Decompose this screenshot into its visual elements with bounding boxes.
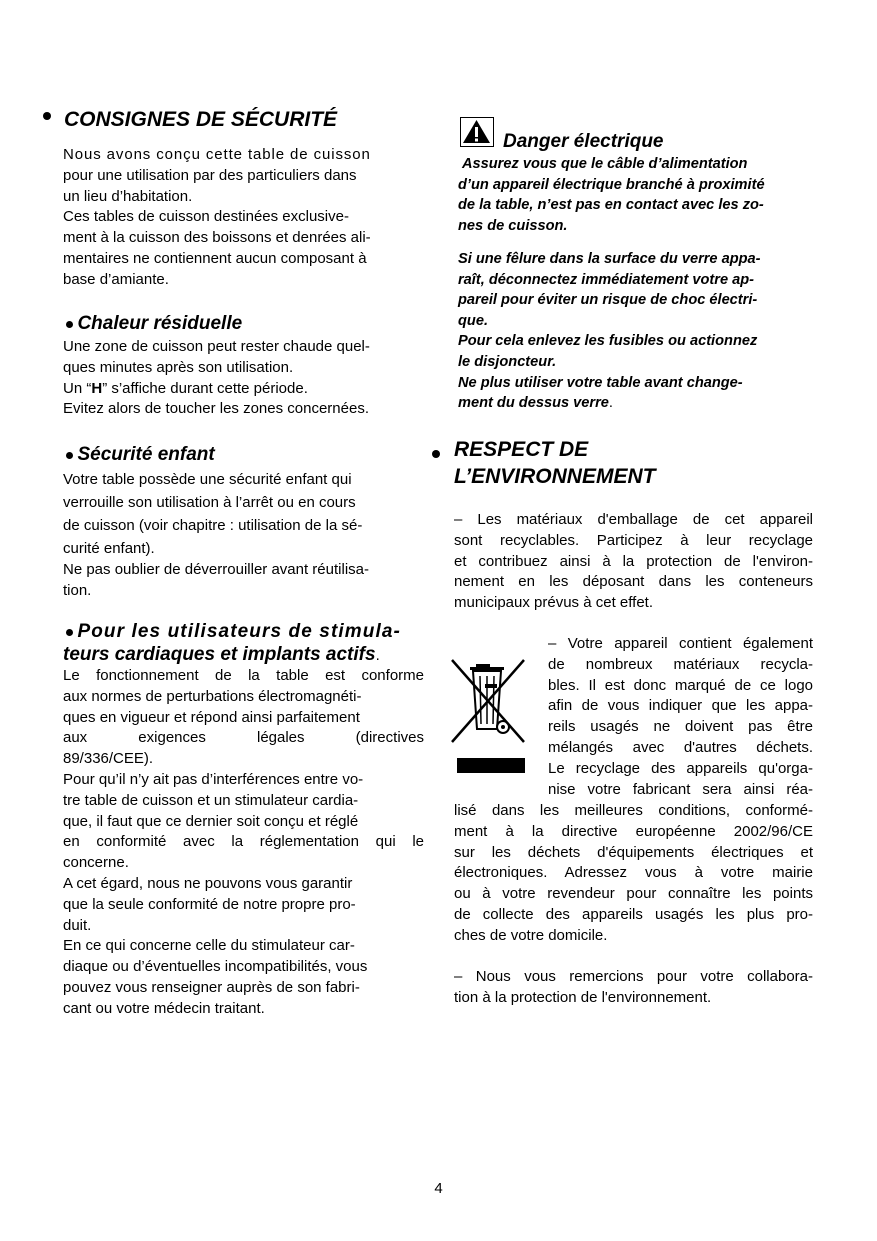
chaleur-title: Chaleur résiduelle — [77, 313, 243, 334]
text-line: pouvez vous renseigner auprès de son fabri- — [63, 978, 360, 996]
text-line: électroniques. Adressez vous à votre mairie — [454, 864, 813, 882]
text-line: Ne plus utiliser votre table avant change- — [458, 374, 743, 391]
text-line: en conformité avec la réglementation qui le — [63, 833, 424, 851]
securite-enfant-paragraph — [63, 468, 424, 602]
text-line: nes de cuisson. — [458, 217, 568, 234]
text-line: diaque ou d’éventuelles incompatibilités, vous — [63, 958, 368, 976]
text-line: lisé dans les meilleures conditions, conformé- — [454, 802, 813, 819]
text-line: tion. — [63, 581, 92, 599]
subsection-heading — [66, 620, 436, 644]
text-line: nement en les déposant dans les conteneurs — [454, 573, 813, 591]
subsection-heading — [66, 312, 242, 336]
text-line: – Les matériaux d'emballage de cet appareil — [454, 511, 813, 528]
securite-enfant-title: Sécurité enfant — [77, 444, 215, 465]
warning-icon — [460, 117, 494, 147]
danger-title: Danger électrique — [503, 131, 664, 152]
environnement-title-line2: L’ENVIRONNEMENT — [454, 465, 656, 488]
text-line: nise votre fabricant sera ainsi réa- — [548, 780, 813, 798]
text-line: reils usagés ne doivent pas être — [548, 718, 813, 736]
text-line: Votre table possède une sécurité enfant qui — [63, 471, 352, 488]
text-line: de nombreux matériaux recycla- — [548, 655, 813, 673]
text-line: tre table de cuisson et un stimulateur cardia- — [63, 791, 359, 809]
danger-warning-paragraph-1 — [458, 154, 818, 236]
text-line: Pour cela enlevez les fusibles ou actionnez — [458, 333, 758, 350]
text-line: ques minutes après son utilisation. — [63, 358, 294, 376]
text-line: Le fonctionnement de la table est conforme — [63, 667, 424, 684]
stimulateurs-title-line1: Pour les utilisateurs de stimula- — [77, 621, 401, 642]
text-line: Si une fêlure dans la surface du verre appa- — [458, 251, 761, 267]
text-line: Pour qu’il n’y ait pas d’interférences entre vo- — [63, 770, 364, 788]
bullet-dot — [66, 629, 73, 636]
text-line: – Nous vous remercions pour votre collabora- — [454, 968, 813, 985]
text-line: aux normes de perturbations électromagnéti- — [63, 687, 362, 705]
text-line: pareil pour éviter un risque de choc électri- — [458, 292, 758, 309]
text-line: ment du dessus verre. — [458, 395, 613, 412]
h-symbol: H — [91, 379, 103, 397]
text-line: duit. — [63, 916, 92, 934]
text-line: sur les déchets d'équipements électriques et — [454, 843, 813, 861]
section-bullet — [43, 107, 51, 125]
consignes-paragraph-1 — [63, 145, 424, 291]
stimulateurs-title-line2: teurs cardiaques et implants actifs — [63, 644, 376, 665]
text-line: bles. Il est donc marqué de ce logo — [548, 676, 813, 694]
text-line: concerne. — [63, 854, 129, 872]
subsection-heading — [66, 443, 215, 467]
text-line: 89/336/CEE). — [63, 750, 154, 768]
text-line: un lieu d’habitation. — [63, 187, 193, 205]
text-line: afin de vous indiquer que les appa- — [548, 697, 813, 715]
text-line: cant ou votre médecin traitant. — [63, 999, 265, 1017]
environnement-paragraph-3 — [454, 967, 813, 1009]
text-line: En ce qui concerne celle du stimulateur car- — [63, 937, 355, 955]
text-line: ches de votre domicile. — [454, 926, 608, 944]
text-line: d’un appareil électrique branché à proximité — [458, 176, 765, 193]
section-bullet — [432, 445, 440, 463]
text-line: de la table, n’est pas en contact avec les zo- — [458, 197, 764, 214]
text-line: ment à la directive européenne 2002/96/CE — [454, 822, 813, 840]
text-line: de cuisson (voir chapitre : utilisation de la sé- — [63, 517, 363, 534]
text-line: base d’amiante. — [63, 270, 169, 288]
danger-heading — [503, 130, 664, 154]
environnement-heading — [454, 436, 655, 490]
environnement-paragraph-2-full — [454, 801, 813, 947]
text-line: tion à la protection de l'environnement. — [454, 988, 712, 1006]
text-line: ou à votre revendeur pour connaître les points — [454, 885, 813, 903]
text-line: municipaux prévus à cet effet. — [454, 594, 653, 612]
text-line: Ces tables de cuisson destinées exclusive- — [63, 208, 349, 226]
text-line: ques en vigueur et répond ainsi parfaitement — [63, 708, 360, 726]
page-number: 4 — [434, 1180, 443, 1197]
crossed-bin-icon — [450, 654, 530, 774]
text-line: A cet égard, nous ne pouvons vous garantir — [63, 874, 353, 892]
subsection-heading-line2: teurs cardiaques et implants actifs. — [63, 644, 380, 665]
bullet-dot — [66, 452, 73, 459]
text-line: que, il faut que ce dernier soit conçu et réglé — [63, 812, 359, 830]
text-line: Ne pas oublier de déverrouiller avant réutilisa- — [63, 561, 369, 578]
environnement-title-line1: RESPECT DE — [454, 438, 589, 461]
text-line: Une zone de cuisson peut rester chaude quel- — [63, 338, 370, 355]
text-line: de collecte des appareils usagés les plus pro- — [454, 905, 813, 923]
consignes-title: CONSIGNES DE SÉCURITÉ — [64, 108, 338, 131]
text-line: verrouille son utilisation à l’arrêt ou en cours — [63, 494, 356, 511]
text-line: Un “H” s’affiche durant cette période. — [63, 379, 308, 397]
text-line: aux exigences légales (directives — [63, 729, 424, 747]
text-line: Evitez alors de toucher les zones concernées. — [63, 400, 369, 418]
text-line: mélangés avec d'autres déchets. — [548, 738, 813, 756]
environnement-paragraph-2-beside — [548, 634, 813, 800]
text-line: que. — [458, 312, 488, 329]
text-line: ment à la cuisson des boissons et denrées ali- — [63, 229, 371, 247]
text-line: – Votre appareil contient également — [548, 635, 813, 652]
danger-warning-paragraph-2 — [458, 249, 818, 414]
text-line: mentaires ne contiennent aucun composant à — [63, 249, 367, 267]
text-line: pour une utilisation par des particuliers dans — [63, 166, 357, 184]
text-line: Nous avons conçu cette table de cuisson — [63, 146, 371, 163]
text-line: le disjoncteur. — [458, 353, 557, 370]
bullet-dot — [66, 321, 73, 328]
text-line: curité enfant). — [63, 540, 155, 557]
text-line: raît, déconnectez immédiatement votre ap- — [458, 271, 755, 288]
text-line: et contribuez ainsi à la protection de l'environ- — [454, 552, 813, 570]
text-line: sont recyclables. Participez à leur recyclage — [454, 531, 813, 549]
stimulateurs-paragraph — [63, 666, 424, 1020]
text-line: que la seule conformité de notre propre pro- — [63, 895, 356, 913]
text-line: Assurez vous que le câble d’alimentation — [462, 156, 748, 172]
environnement-paragraph-1 — [454, 510, 813, 614]
text-line: Le recyclage des appareils qu'orga- — [548, 759, 813, 777]
chaleur-paragraph — [63, 337, 424, 420]
